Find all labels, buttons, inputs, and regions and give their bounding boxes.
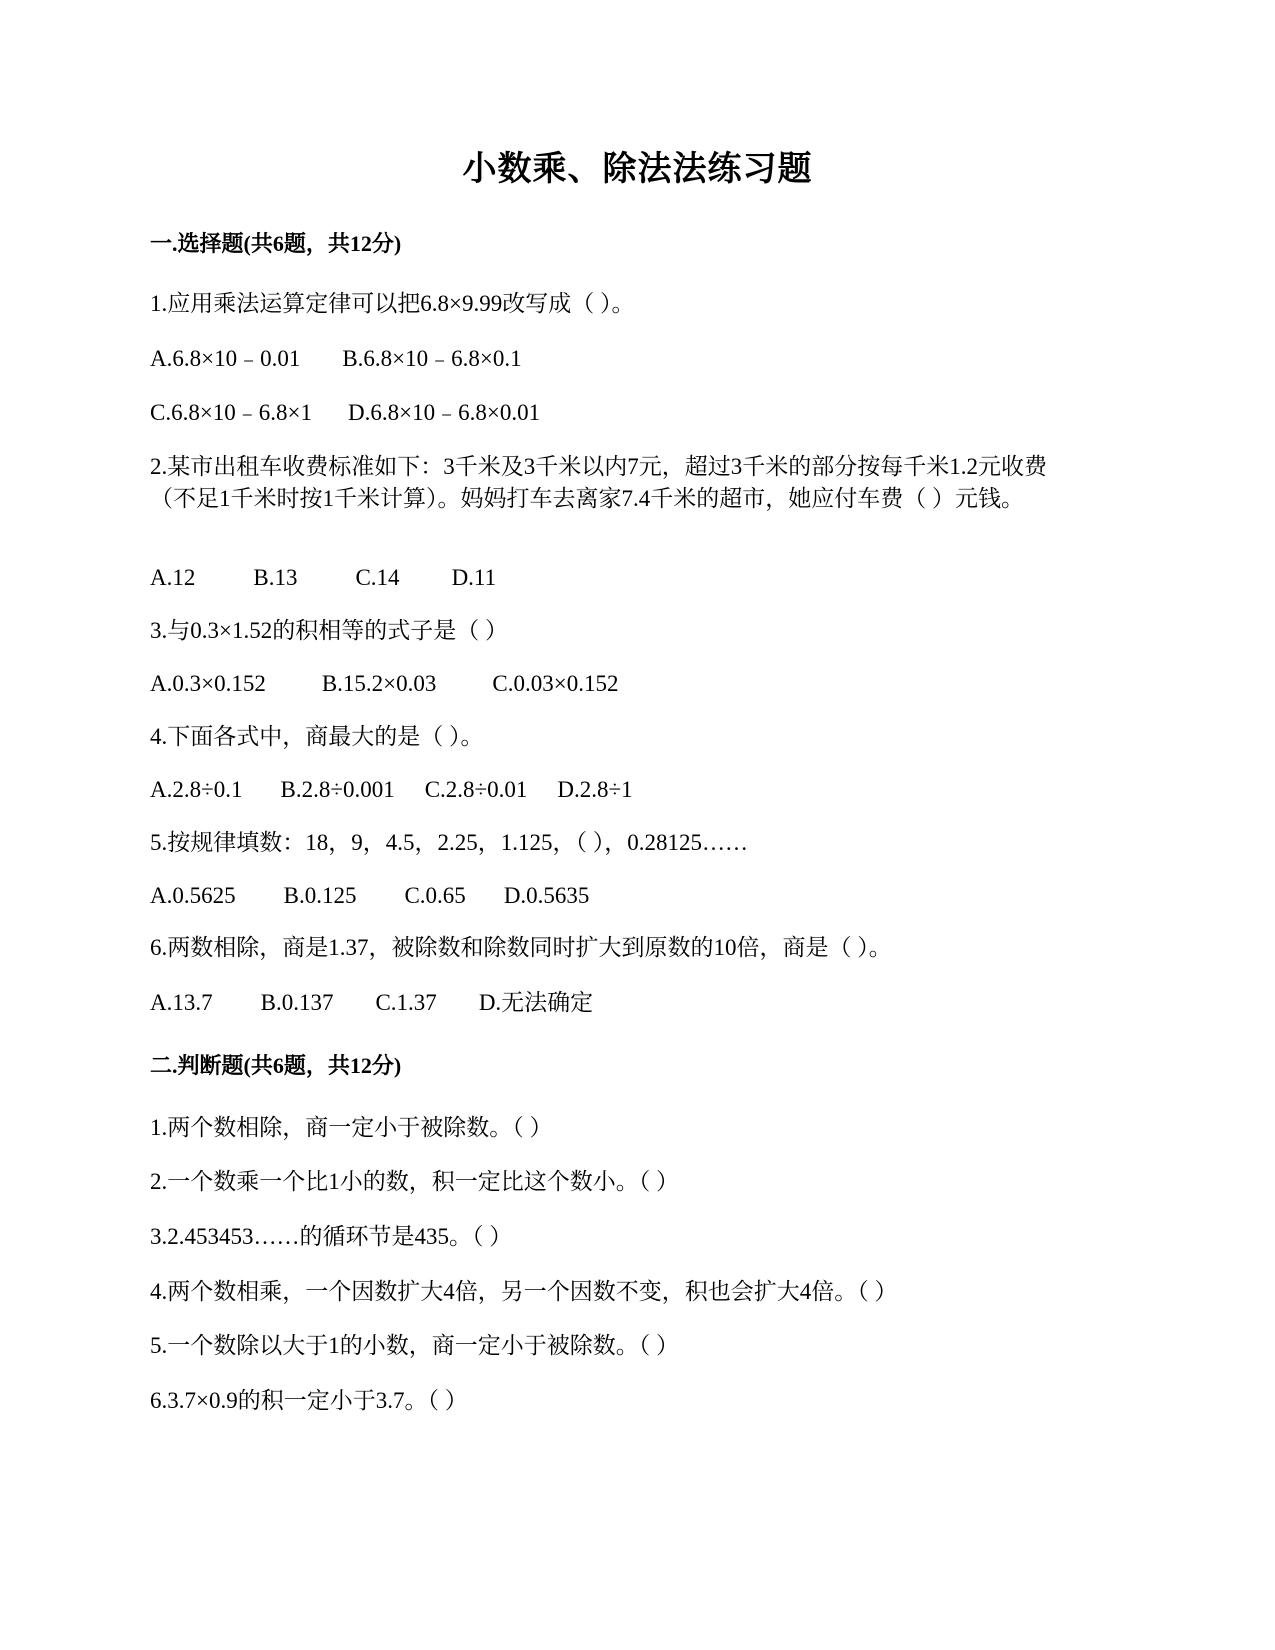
question-4: 4.下面各式中，商最大的是（ ）。 <box>150 724 484 749</box>
question-6-options <box>150 987 593 1019</box>
option: A.13.7 <box>150 990 213 1015</box>
option: A.6.8×10﹣0.01 <box>150 346 301 371</box>
question-1-options-row-1 <box>150 343 522 375</box>
option: B.6.8×10﹣6.8×0.1 <box>342 346 522 371</box>
question-1: 1.应用乘法运算定律可以把6.8×9.99改写成（ ）。 <box>150 291 635 316</box>
option: A.0.5625 <box>150 883 236 908</box>
judgement-item: 5.一个数除以大于1的小数，商一定小于被除数。（ ） <box>150 1333 679 1358</box>
option: C.6.8×10﹣6.8×1 <box>150 400 313 425</box>
option: B.0.125 <box>283 883 357 908</box>
option: B.13 <box>253 565 298 590</box>
option: B.2.8÷0.001 <box>280 777 395 802</box>
section-heading-choice: 一.选择题(共6题，共12分) <box>150 231 402 256</box>
question-3-options <box>150 668 618 700</box>
judgement-item: 3.2.453453……的循环节是435。（ ） <box>150 1224 513 1249</box>
question-2-options <box>150 562 496 594</box>
option: D.6.8×10﹣6.8×0.01 <box>348 400 541 425</box>
question-4-options <box>150 774 633 806</box>
judgement-item: 1.两个数相除，商一定小于被除数。（ ） <box>150 1115 553 1140</box>
question-2-line-2: （不足1千米时按1千米计算）。妈妈打车去离家7.4千米的超市，她应付车费（ ）元钱。 <box>150 486 1024 511</box>
judgement-item: 6.3.7×0.9的积一定小于3.7。（ ） <box>150 1388 468 1413</box>
question-1-options-row-2 <box>150 397 540 429</box>
question-2-line-1: 2.某市出租车收费标准如下：3千米及3千米以内7元，超过3千米的部分按每千米1.2元收费 <box>150 454 1047 479</box>
option: B.15.2×0.03 <box>321 671 437 696</box>
option: C.14 <box>355 565 400 590</box>
option: A.2.8÷0.1 <box>150 777 243 802</box>
option: C.1.37 <box>375 990 437 1015</box>
option: C.0.03×0.152 <box>492 671 619 696</box>
question-5-options <box>150 880 589 912</box>
question-5: 5.按规律填数：18，9，4.5，2.25，1.125，（ ），0.28125…… <box>150 830 748 855</box>
option: D.0.5635 <box>503 883 590 908</box>
option: C.0.65 <box>404 883 466 908</box>
option: B.0.137 <box>260 990 334 1015</box>
option: A.12 <box>150 565 196 590</box>
question-6: 6.两数相除，商是1.37，被除数和除数同时扩大到原数的10倍，商是（ ）。 <box>150 935 892 960</box>
option: C.2.8÷0.01 <box>424 777 528 802</box>
option: D.无法确定 <box>478 990 594 1015</box>
judgement-item: 4.两个数相乘，一个因数扩大4倍，另一个因数不变，积也会扩大4倍。（ ） <box>150 1279 898 1304</box>
option: D.11 <box>451 565 497 590</box>
question-3: 3.与0.3×1.52的积相等的式子是（ ） <box>150 618 508 643</box>
page-title: 小数乘、除法法练习题 <box>462 151 813 188</box>
option: A.0.3×0.152 <box>150 671 266 696</box>
section-heading-true-false: 二.判断题(共6题，共12分) <box>150 1053 402 1078</box>
option: D.2.8÷1 <box>557 777 633 802</box>
judgement-item: 2.一个数乘一个比1小的数，积一定比这个数小。（ ） <box>150 1169 679 1194</box>
